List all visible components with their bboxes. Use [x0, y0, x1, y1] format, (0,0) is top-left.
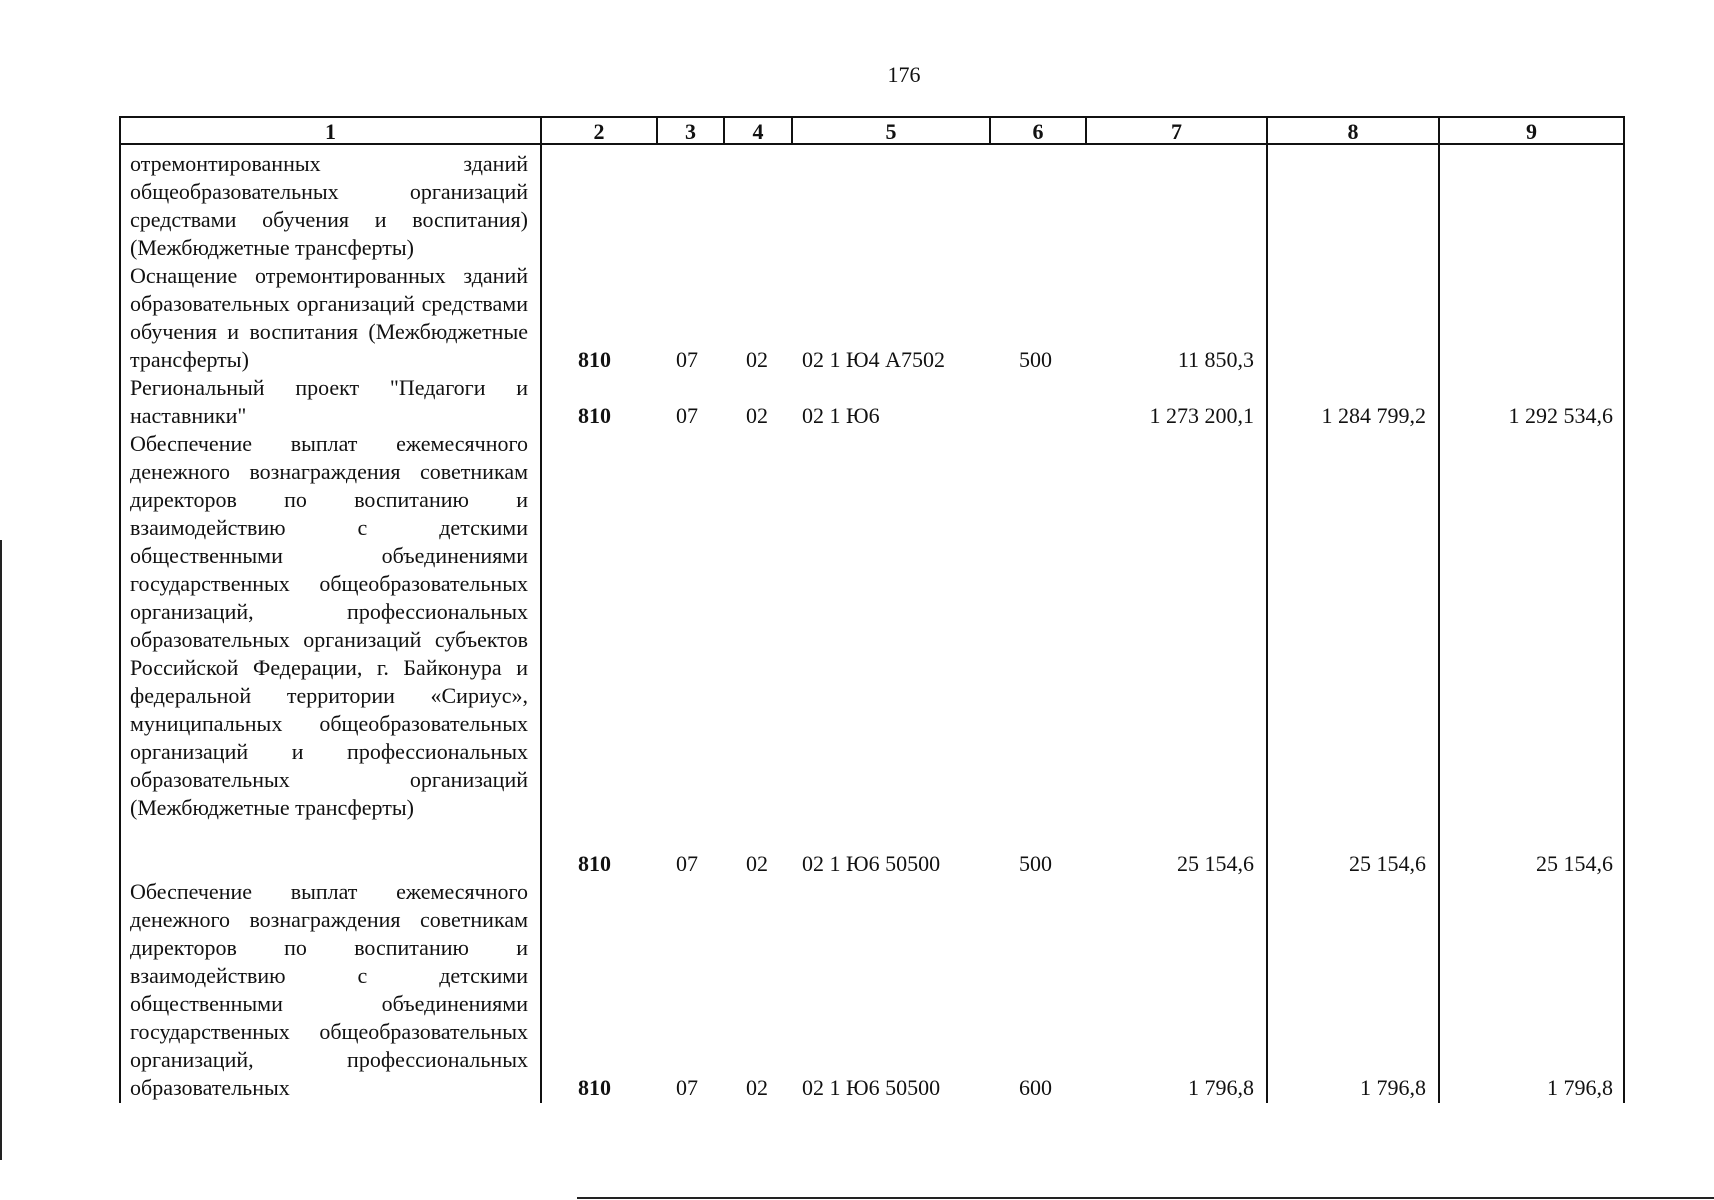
scan-edge-line: [0, 540, 2, 1160]
row-3-col-6: 500: [1019, 851, 1052, 876]
row-2-col-7: 1 273 200,1: [1149, 403, 1254, 428]
row-4-col-5: 02 1 Ю6 50500: [802, 1075, 941, 1100]
row-1-col-7: 11 850,3: [1177, 347, 1254, 372]
row-3-col-3: 07: [676, 851, 698, 876]
row-1-col-5: 02 1 Ю4 А7502: [802, 347, 945, 372]
table-right-border: [1623, 116, 1625, 1103]
col-divider-8-9: [1438, 116, 1440, 1103]
row-3-col-5: 02 1 Ю6 50500: [802, 851, 941, 876]
row-3-col-8: 25 154,6: [1349, 851, 1426, 876]
table-left-border: [119, 116, 121, 1103]
row-3-description: Обеспечение выплат ежемесячного денежного вознаграждения советникам директоров по воспитанию и взаимодействию с детскими общественными объединениями государственных общеобразовательных организаций, профессиональных образовательных организаций субъектов Российской Федерации, г. Байконура и федеральной территории «Сириус», муниципальных общеобразовательных организаций и профессиональных образовательных организаций (Межбюджетные трансферты): [130, 431, 528, 820]
row-3-col-9: 25 154,6: [1536, 851, 1613, 876]
row-1-col-2: 810: [578, 347, 611, 372]
header-col-7: 7: [1171, 119, 1182, 144]
row-4-col-6: 600: [1019, 1075, 1052, 1100]
row-2-col-8: 1 284 799,2: [1321, 403, 1426, 428]
row-2-col-9: 1 292 534,6: [1508, 403, 1613, 428]
header-col-3: 3: [685, 119, 696, 144]
header-col-9: 9: [1526, 119, 1537, 144]
header-col-5: 5: [885, 119, 897, 144]
header-col-8: 8: [1347, 119, 1359, 144]
row-1-col-3: 07: [676, 347, 698, 372]
row-2-col-5: 02 1 Ю6: [802, 403, 880, 428]
row-2-col-4: 02: [746, 403, 768, 428]
row-2-col-2: 810: [578, 403, 611, 428]
row-1-col-4: 02: [746, 347, 768, 372]
page-number: 176: [887, 62, 921, 87]
bottom-rule: [577, 1197, 1714, 1199]
row-3-col-2: 810: [578, 851, 611, 876]
col-divider-7-8: [1266, 116, 1268, 1103]
row-4-col-4: 02: [746, 1075, 768, 1100]
row-1-description: Оснащение отремонтированных зданий образовательных организаций средствами обучения и воспитания (Межбюджетные трансферты): [130, 263, 528, 372]
row-4-col-9: 1 796,8: [1547, 1075, 1613, 1100]
row-2-col-3: 07: [676, 403, 698, 428]
header-col-6: 6: [1032, 119, 1044, 144]
header-col-1: 1: [325, 119, 336, 144]
row-4-col-8: 1 796,8: [1360, 1075, 1426, 1100]
row-1-col-6: 500: [1019, 347, 1052, 372]
row-4-description: Обеспечение выплат ежемесячного денежного вознаграждения советникам директоров по воспитанию и взаимодействию с детскими общественными объединениями государственных общеобразовательных организаций, профессиональных образовательных: [130, 879, 528, 1100]
header-col-4: 4: [752, 119, 764, 144]
row-4-col-3: 07: [676, 1075, 698, 1100]
row-2-description: Региональный проект "Педагоги и наставники": [130, 375, 528, 428]
header-col-2: 2: [593, 119, 605, 144]
col-divider-1-2: [540, 116, 542, 1103]
row-0-description: отремонтированных зданий общеобразовательных организаций средствами обучения и воспитания) (Межбюджетные трансферты): [130, 151, 528, 260]
row-3-col-4: 02: [746, 851, 768, 876]
row-3-col-7: 25 154,6: [1177, 851, 1254, 876]
row-4-col-2: 810: [578, 1075, 611, 1100]
row-4-col-7: 1 796,8: [1188, 1075, 1254, 1100]
